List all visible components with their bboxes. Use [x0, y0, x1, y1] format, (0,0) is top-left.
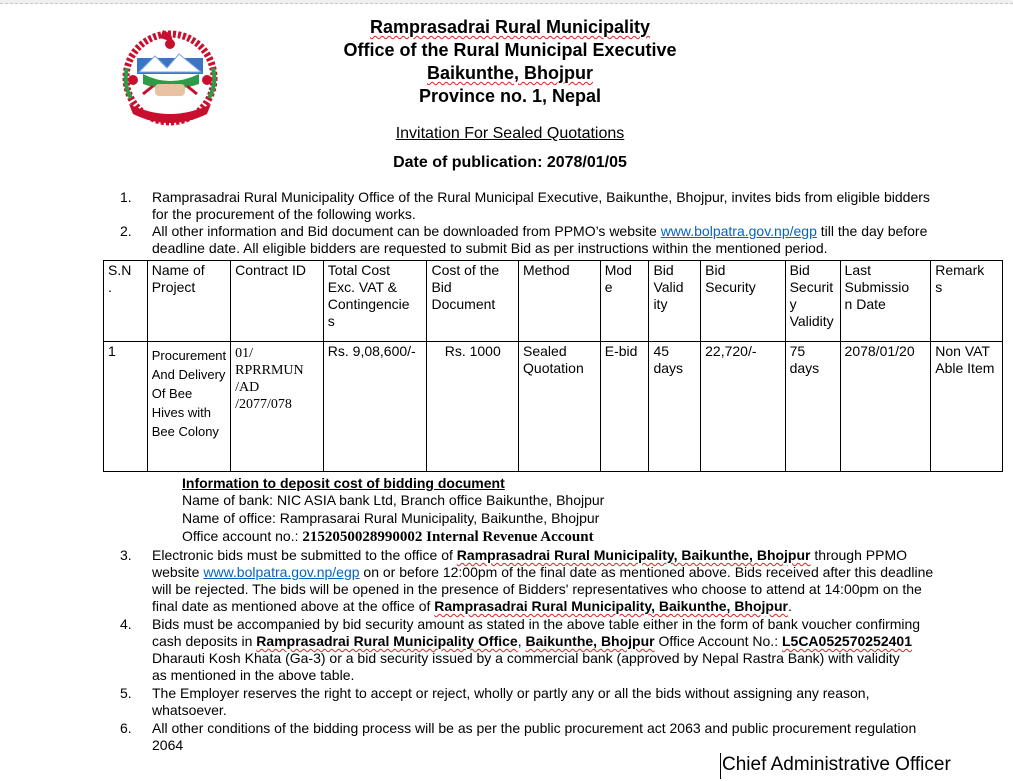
item-1-line-1: Ramprasadrai Rural Municipality Office of the Rural Municipal Executive, Baikunthe, Bhojpur, invites bids from eligible bidders — [152, 189, 930, 205]
deposit-account: Office account no.: 2152050028990002 Internal Revenue Account — [182, 528, 594, 545]
header-doc-cost: Cost of the Bid Document — [427, 261, 519, 342]
header-mode: Mod e — [600, 261, 649, 342]
bolpatra-link-2[interactable]: www.bolpatra.gov.np/egp — [203, 564, 360, 580]
table-header-row — [104, 261, 1003, 342]
cell-mode: E-bid — [600, 342, 649, 472]
deposit-heading: Information to deposit cost of bidding document — [182, 475, 505, 491]
office-title-heading: Office of the Rural Municipal Executive — [343, 40, 677, 60]
item-1-line-2: for the procurement of the following works. — [152, 206, 416, 222]
cell-method: Sealed Quotation — [519, 342, 601, 472]
header-contract-id: Contract ID — [231, 261, 324, 342]
item-number: 2. — [120, 223, 132, 239]
cell-project: Procurement And Delivery Of Bee Hives with Bee Colony — [147, 342, 230, 472]
cell-sn: 1 — [104, 342, 148, 472]
notice-title: Invitation For Sealed Quotations — [395, 125, 625, 142]
document-page: Ramprasadrai Rural Municipality Office of the Rural Municipal Executive Baikunthe, Bhojpur Province no. 1, Nepal Invitation For Sealed Quotations Date of publication: 2078/01/05 1. Ramprasadrai Rural Municipality Office of the Rural Municipal Executive, Baikunthe, Bhojpur, invites bids from eligible bidders for the procurement of the following works. 2. All other information and Bid document can be downloaded from PPMO’s website www.bolpatra.gov.np/egp till the day before deadline date. All eligible bidders are requested to submit Bid as per instructions within the mentioned period. S.N . Name of Project Contract ID Total Cost Exc. VAT & Contingencie s Cost of the Bid Document Method Mod e Bid Valid ity Bid Security Bid Securit y Validity Last Submissio n Date Remark s 1 Procurement And Delivery Of Bee Hives with Bee Colony 01/ RPRRMUN /AD /2077/078 Rs. 9,08,600/- Rs. 1000 Sealed Quotation E-bid 45 days 22,720/- 75 days 2078/01/20 Non VAT Able Item Information to deposit cost of bidding document Name of bank: NIC ASIA bank Ltd, Branch office Baikunthe, Bhojpur Name of office: Ramprasarai Rural Municipality, Baikunthe, Bhojpur Office account no.: 2152050028990002 Internal Revenue Account 3. Electronic bids must be submitted to the office of Ramprasadrai Rural Municipality, Baikunthe, Bhojpur through PPMO website www.bolpatra.gov.np/egp on or before 12:00pm of the final date as mentioned above. Bids received after this deadline will be rejected. The bids will be opened in the presence of Bidders' representatives who choose to attend at 14:00pm on the final date as mentioned above at the office of Ramprasadrai Rural Municipality, Baikunthe, Bhojpur. 4. Bids must be accompanied by bid security amount as stated in the above table either in the form of bank voucher confirming cash deposits in Ramprasadrai Rural Municipality Office, Baikunthe, Bhojpur Office Account No.: L5CA052570252401 Dharauti Kosh Khata (Ga-3) or a bid security issued by a commercial bank (approved by Nepal Rastra Bank) with validity as mentioned in the above table. 5. The Employer reserves the right to accept or reject, wholly or partly any or all the bids without assigning any reason, whatsoever. 6. All other conditions of the bidding process will be as per the public procurement act 2063 and public procurement regulation 2064 Chief Administrative Officer — [0, 0, 1013, 781]
table-row — [104, 342, 1003, 472]
item-number: 1. — [120, 189, 132, 205]
deposit-bank: Name of bank: NIC ASIA bank Ltd, Branch office Baikunthe, Bhojpur — [182, 492, 605, 508]
header-remarks: Remark s — [931, 261, 1003, 342]
deposit-office: Name of office: Ramprasarai Rural Municipality, Baikunthe, Bhojpur — [182, 510, 600, 526]
header-last-date: Last Submissio n Date — [840, 261, 931, 342]
header-validity: Bid Valid ity — [649, 261, 701, 342]
publication-date: Date of publication: 2078/01/05 — [393, 154, 627, 171]
page-top-border — [0, 0, 1013, 4]
province-heading: Province no. 1, Nepal — [418, 86, 602, 106]
cell-doc-cost: Rs. 1000 — [427, 342, 519, 472]
nepal-government-emblem-icon — [115, 28, 225, 132]
header-project: Name of Project — [147, 261, 230, 342]
cell-security: 22,720/- — [701, 342, 785, 472]
header-security-validity: Bid Securit y Validity — [785, 261, 840, 342]
location-heading: Baikunthe, Bhojpur — [427, 63, 593, 83]
header-security: Bid Security — [701, 261, 785, 342]
bolpatra-link[interactable]: www.bolpatra.gov.np/egp — [660, 223, 817, 239]
signature-title: Chief Administrative Officer — [722, 754, 951, 775]
cell-last-date: 2078/01/20 — [840, 342, 931, 472]
cell-validity: 45 days — [649, 342, 701, 472]
header-total-cost: Total Cost Exc. VAT & Contingencie s — [323, 261, 427, 342]
quotation-table — [103, 260, 1003, 472]
header-sn: S.N . — [104, 261, 148, 342]
cell-total-cost: Rs. 9,08,600/- — [323, 342, 427, 472]
org-name-heading: Ramprasadrai Rural Municipality — [369, 17, 651, 37]
account-number: 2152050028990002 Internal Revenue Account — [302, 529, 594, 545]
item-2-line-1: All other information and Bid document can be downloaded from PPMO’s website www.bolpatra.gov.np/egp till the day before — [152, 223, 928, 239]
cell-remarks: Non VAT Able Item — [931, 342, 1003, 472]
item-2-line-2: deadline date. All eligible bidders are requested to submit Bid as per instructions within the mentioned period. — [152, 240, 828, 256]
cell-security-validity: 75 days — [785, 342, 840, 472]
header-method: Method — [519, 261, 601, 342]
cell-contract-id: 01/ RPRRMUN /AD /2077/078 — [231, 342, 324, 472]
